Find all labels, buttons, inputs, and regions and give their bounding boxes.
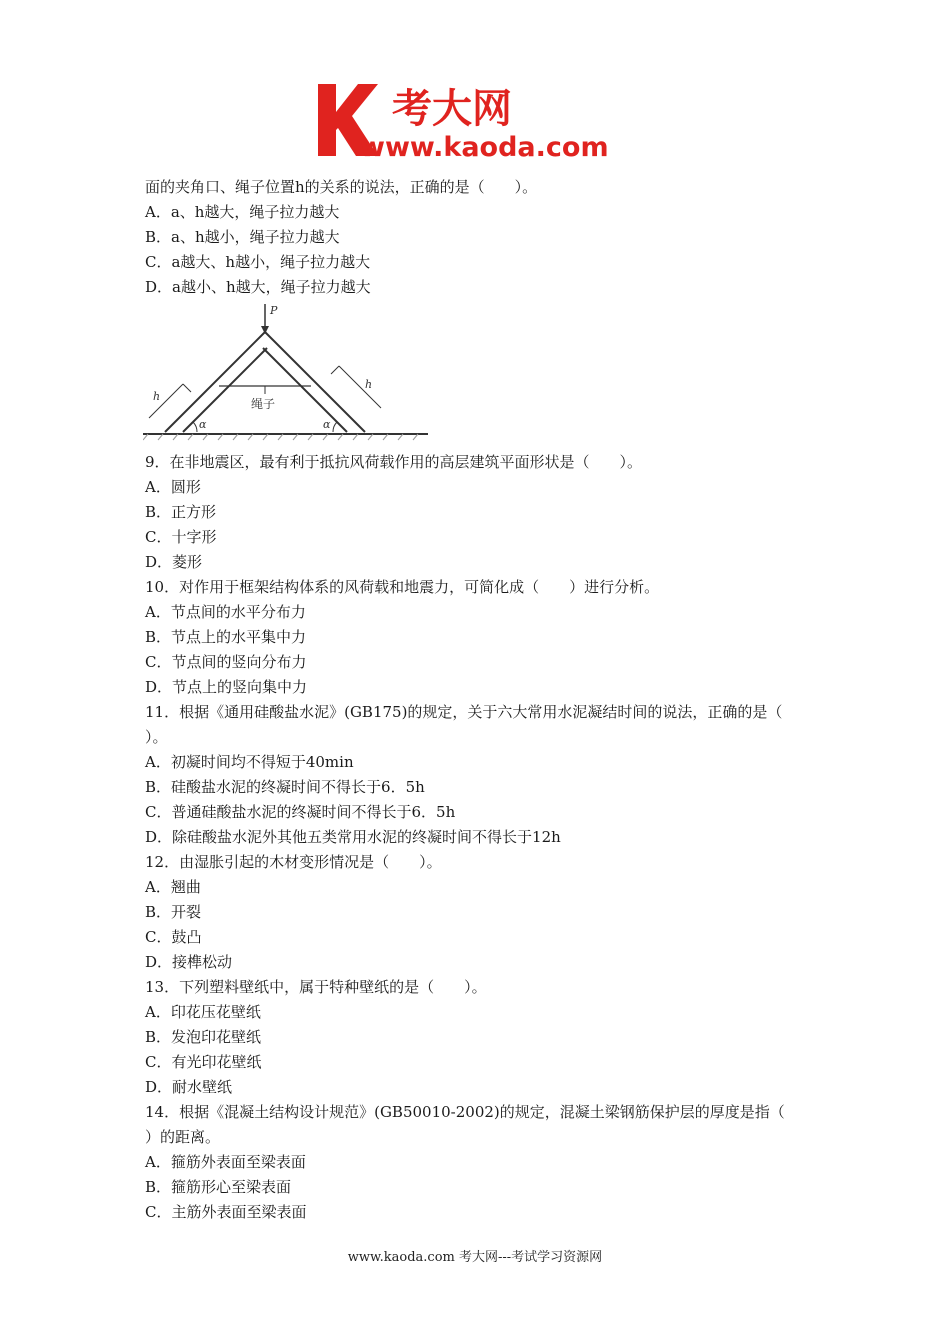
text-line: A．a、h越大，绳子拉力越大: [145, 203, 340, 221]
text-line: D．除硅酸盐水泥外其他五类常用水泥的终凝时间不得长于12h: [145, 828, 561, 846]
text-line: C．有光印花壁纸: [145, 1053, 262, 1071]
text-line: 12．由湿胀引起的木材变形情况是（ ）。: [145, 853, 442, 871]
truss-diagram: [143, 300, 443, 450]
text-line: A．节点间的水平分布力: [145, 603, 306, 621]
text-line: D．节点上的竖向集中力: [145, 678, 308, 696]
text-line: 9．在非地震区，最有利于抵抗风荷载作用的高层建筑平面形状是（ ）。: [145, 453, 643, 471]
document-body: [145, 175, 825, 1225]
text-line: ）。: [145, 728, 168, 746]
text-line: 13．下列塑料壁纸中，属于特种壁纸的是（ ）。: [145, 978, 487, 996]
left-member-inner: [183, 348, 267, 432]
text-line: B．箍筋形心至梁表面: [145, 1178, 292, 1196]
text-line: B．发泡印花壁纸: [145, 1028, 262, 1046]
text-line: A．箍筋外表面至梁表面: [145, 1153, 306, 1171]
right-member-outer: [265, 332, 365, 432]
right-h-label: h: [365, 378, 373, 391]
text-line: 10．对作用于框架结构体系的风荷载和地震力，可简化成（ ）进行分析。: [145, 578, 660, 596]
questions-9-14-block: [145, 450, 825, 1225]
left-h-tick: [183, 384, 191, 392]
kaoda-logo-graphic: [314, 78, 654, 164]
text-line: B．开裂: [145, 903, 202, 921]
text-line: A．圆形: [145, 478, 201, 496]
text-line: C．主筋外表面至梁表面: [145, 1203, 307, 1221]
text-line: B．硅酸盐水泥的终凝时间不得长于6．5h: [145, 778, 425, 796]
left-angle-label: α: [199, 418, 207, 431]
text-line: A．翘曲: [145, 878, 201, 896]
text-line: D．菱形: [145, 553, 203, 571]
text-line: C．十字形: [145, 528, 217, 546]
left-member-outer: [165, 332, 265, 432]
text-line: 面的夹角口、绳子位置h的关系的说法，正确的是（ ）。: [145, 178, 538, 196]
text-line: B．节点上的水平集中力: [145, 628, 307, 646]
right-member-inner: [263, 348, 347, 432]
text-line: D．接榫松动: [145, 953, 233, 971]
logo-brand-text: 考大网: [392, 86, 512, 132]
right-angle-arc: [333, 422, 337, 432]
question-8-block: [145, 175, 825, 300]
text-line: D．a越小、h越大，绳子拉力越大: [145, 278, 371, 296]
load-label: P: [270, 304, 278, 317]
truss-figure: [143, 300, 443, 450]
left-h-label: h: [153, 390, 161, 403]
load-arrow-head: [261, 326, 269, 334]
text-line: C．普通硅酸盐水泥的终凝时间不得长于6．5h: [145, 803, 456, 821]
page-footer: www.kaoda.com 考大网---考试学习资源网: [347, 1250, 603, 1265]
text-line: C．节点间的竖向分布力: [145, 653, 307, 671]
text-line: B．a、h越小，绳子拉力越大: [145, 228, 340, 246]
right-h-dimension: [339, 366, 381, 408]
text-line: C．鼓凸: [145, 928, 202, 946]
right-h-tick: [331, 366, 339, 374]
text-line: ）的距离。: [145, 1128, 221, 1146]
text-line: A．初凝时间均不得短于40min: [145, 753, 354, 771]
right-angle-label: α: [323, 418, 331, 431]
text-line: D．耐水壁纸: [145, 1078, 233, 1096]
logo-url-text: www.kaoda.com: [360, 132, 609, 163]
text-line: 11．根据《通用硅酸盐水泥》(GB175)的规定，关于六大常用水泥凝结时间的说法，正确的是（: [145, 703, 783, 721]
text-line: B．正方形: [145, 503, 217, 521]
kaoda-logo: [314, 78, 654, 164]
text-line: 14．根据《混凝土结构设计规范》(GB50010-2002)的规定，混凝土梁钢筋保护层的厚度是指（: [145, 1103, 785, 1121]
rope-label: 绳子: [251, 397, 276, 411]
left-angle-arc: [193, 422, 197, 432]
text-line: C．a越大、h越小，绳子拉力越大: [145, 253, 371, 271]
text-line: A．印花压花壁纸: [145, 1003, 261, 1021]
